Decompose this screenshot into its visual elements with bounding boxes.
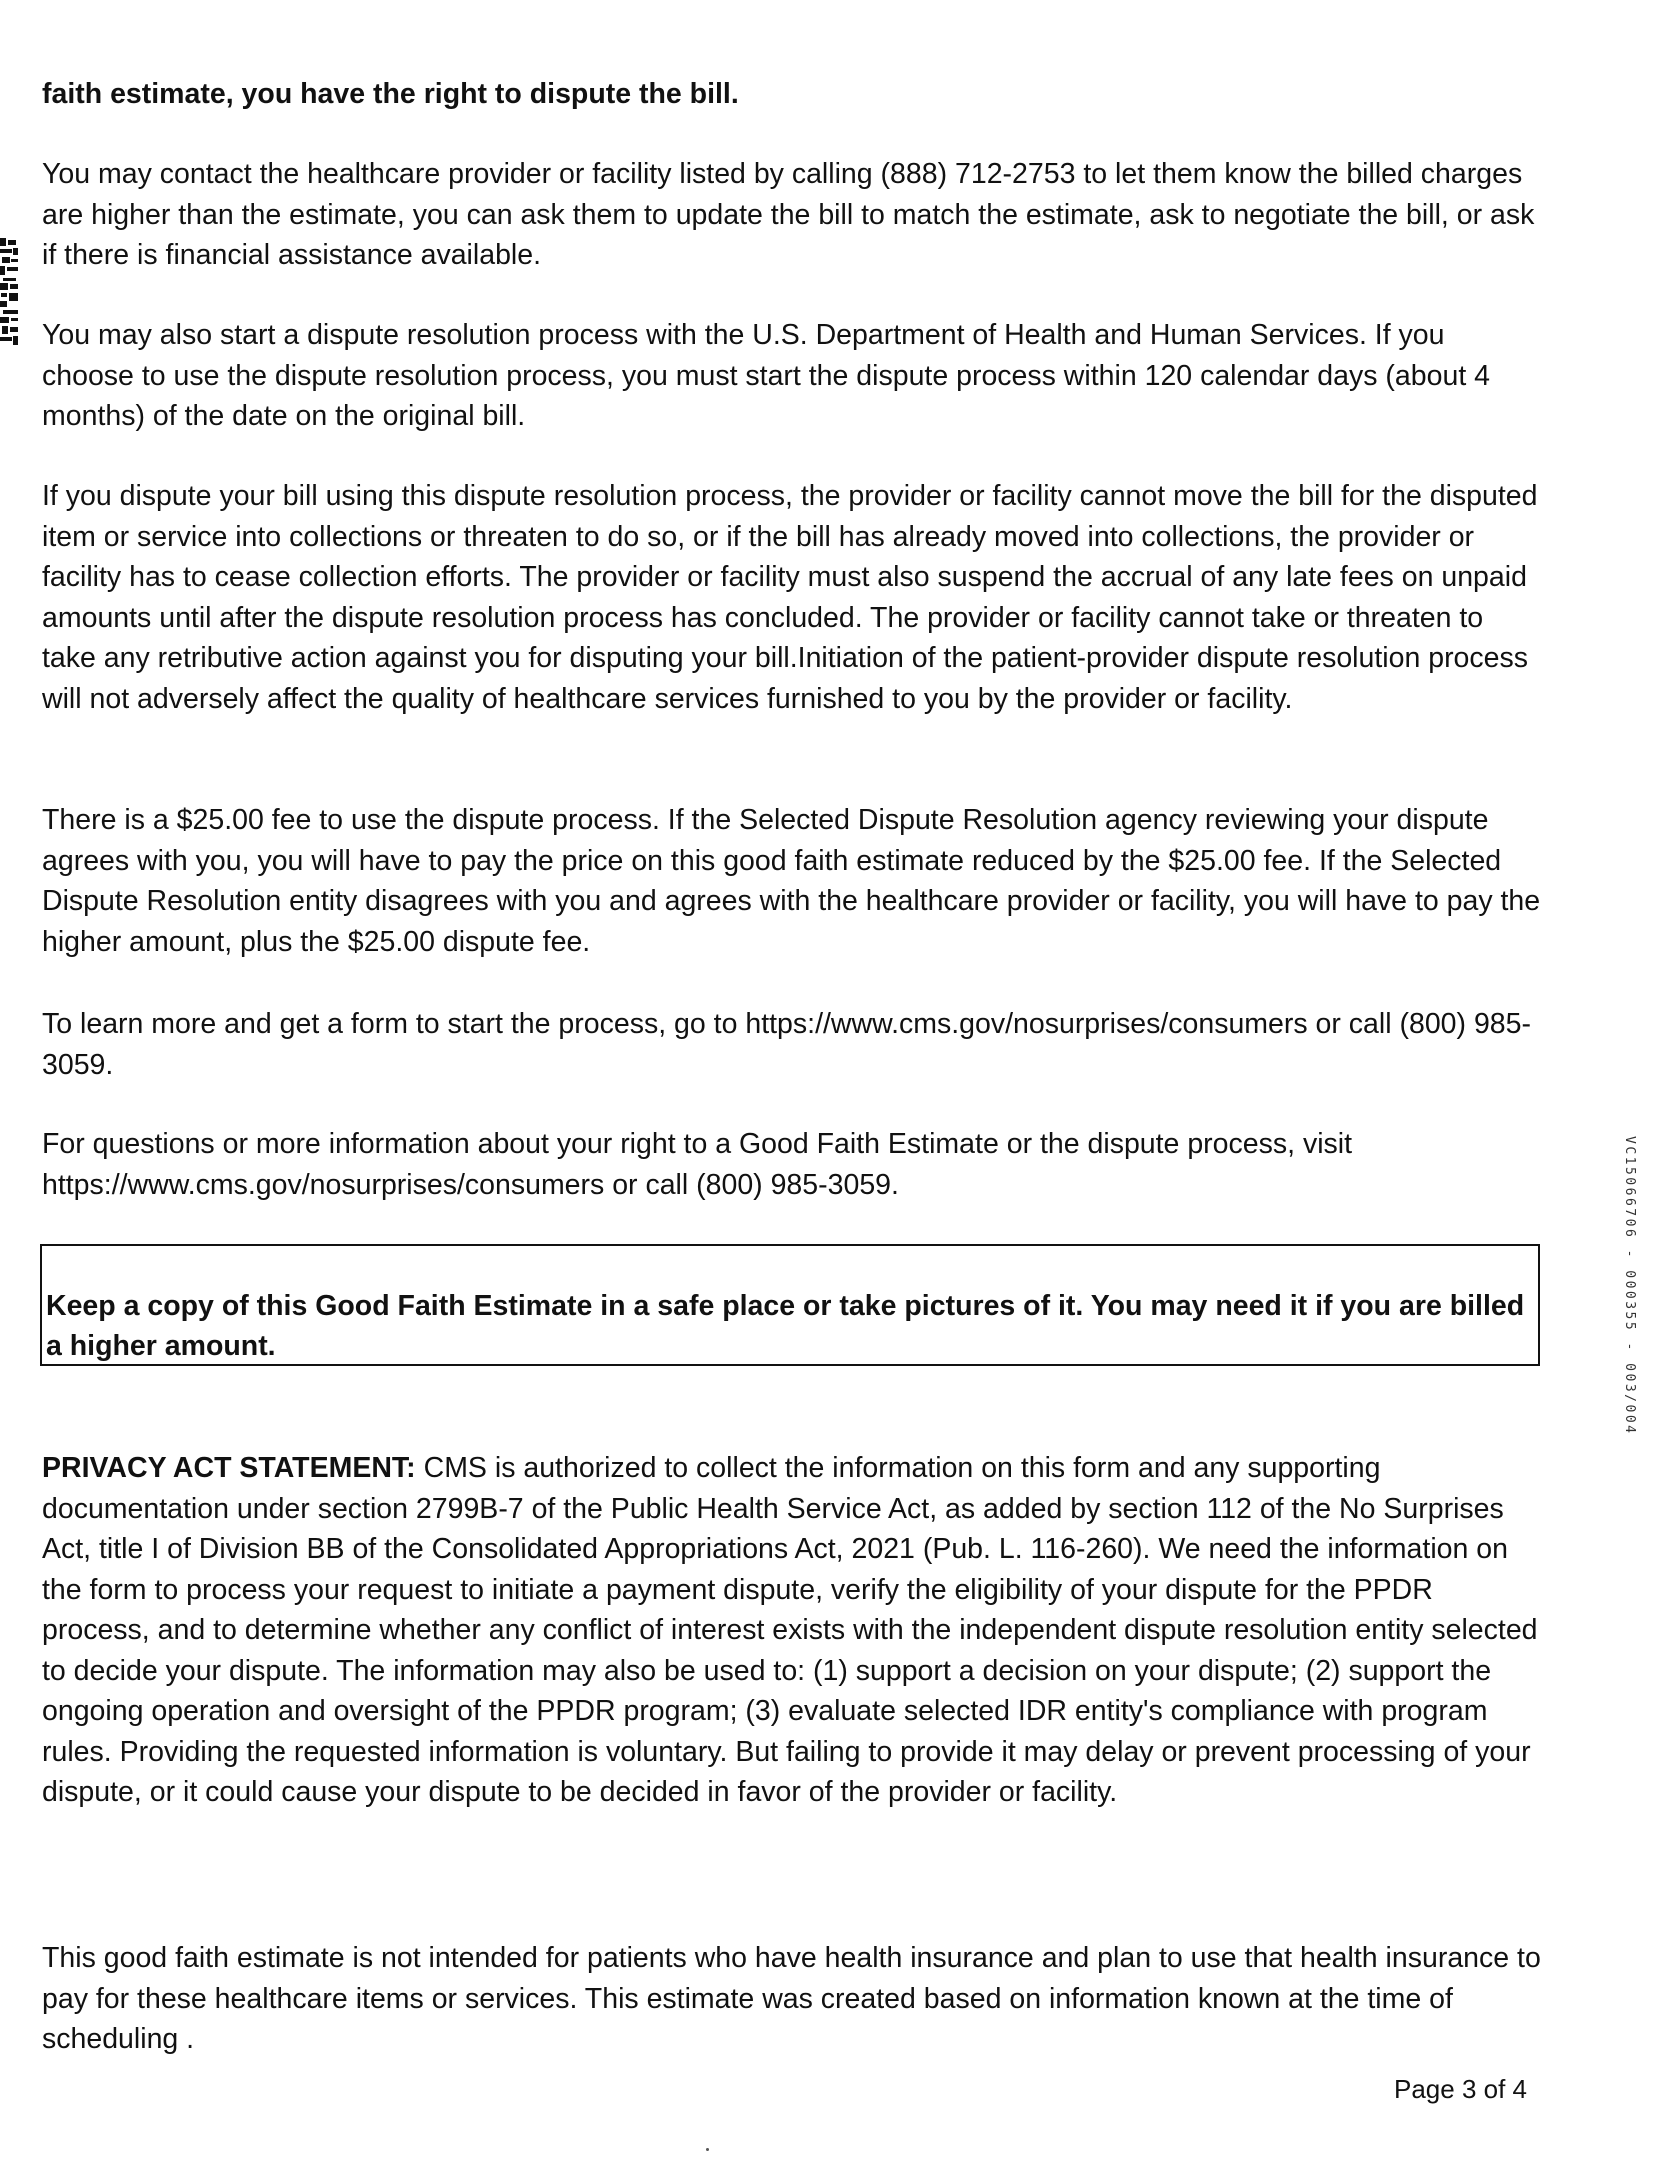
heading-fragment: faith estimate, you have the right to dispute the bill. [42,78,739,110]
dispute-start-paragraph: You may also start a dispute resolution process with the U.S. Department of Health and Human Services. If you choose to use the dispute resolution process, you must start the dispute process within 120 calendar days (about 4 months) of the date on the original bill. [42,319,1491,432]
notice-text: Keep a copy of this Good Faith Estimate in a safe place or take pictures of it. You may need it if you are billed a higher amount. [46,1290,1525,1362]
fee-paragraph: There is a $25.00 fee to use the dispute process. If the Selected Dispute Resolution agency reviewing your dispute agrees with you, you will have to pay the price on this good faith estimate reduced by the $25.00 fee. If the Selected Dispute Resolution entity disagrees with you and agrees with the healthcare provider or facility, you will have to pay the higher amount, plus the $25.00 dispute fee. [42,804,1541,958]
barcode-mark [0,238,18,348]
scan-speck [706,2148,709,2151]
privacy-statement [42,1448,1542,1813]
disclaimer-paragraph: This good faith estimate is not intended for patients who have health insurance and plan to use that health insurance to pay for these healthcare items or services. This estimate was created based on information known at the time of scheduling . [42,1942,1541,2055]
privacy-label: PRIVACY ACT STATEMENT: [42,1452,416,1484]
privacy-text: CMS is authorized to collect the information on this form and any supporting documentation under section 2799B-7 of the Public Health Service Act, as added by section 112 of the No Surprises Act, title I of Division BB of the Consolidated Appropriations Act, 2021 (Pub. L. 116-260). We need the information on the form to process your request to initiate a payment dispute, verify the eligibility of your dispute for the PPDR process, and to determine whether any conflict of interest exists with the independent dispute resolution entity selected to decide your dispute. The information may also be used to: (1) support a decision on your dispute; (2) support the ongoing operation and oversight of the PPDR program; (3) evaluate selected IDR entity's compliance with program rules. Providing the requested information is voluntary. But failing to provide it may delay or prevent processing of your dispute, or it could cause your dispute to be decided in favor of the provider or facility. [42,1452,1538,1808]
questions-paragraph: For questions or more information about your right to a Good Faith Estimate or the dispute process, visit https://www.cms.gov/nosurprises/consumers or call (800) 985-3059. [42,1128,1353,1201]
collections-paragraph: If you dispute your bill using this dispute resolution process, the provider or facility cannot move the bill for the disputed item or service into collections or threaten to do so, or if the bill has already moved into collections, the provider or facility has to cease collection efforts. The provider or facility must also suspend the accrual of any late fees on unpaid amounts until after the dispute resolution process has concluded. The provider or facility cannot take or threaten to take any retributive action against you for disputing your bill.Initiation of the patient-provider dispute resolution process will not adversely affect the quality of healthcare services furnished to you by the provider or facility. [42,480,1538,715]
notice-box [40,1244,1540,1366]
contact-paragraph: You may contact the healthcare provider or facility listed by calling (888) 712-2753 to let them know the billed charges are higher than the estimate, you can ask them to update the bill to match the estimate, ask to negotiate the bill, or ask if there is financial assistance available. [42,158,1535,271]
page-number: Page 3 of 4 [1394,2074,1527,2104]
side-code: VC15066706 - 000355 - 003/004 [1622,1136,1637,1436]
learn-more-paragraph: To learn more and get a form to start the process, go to https://www.cms.gov/nosurprises/consumers or call (800) 985-3059. [42,1008,1531,1081]
